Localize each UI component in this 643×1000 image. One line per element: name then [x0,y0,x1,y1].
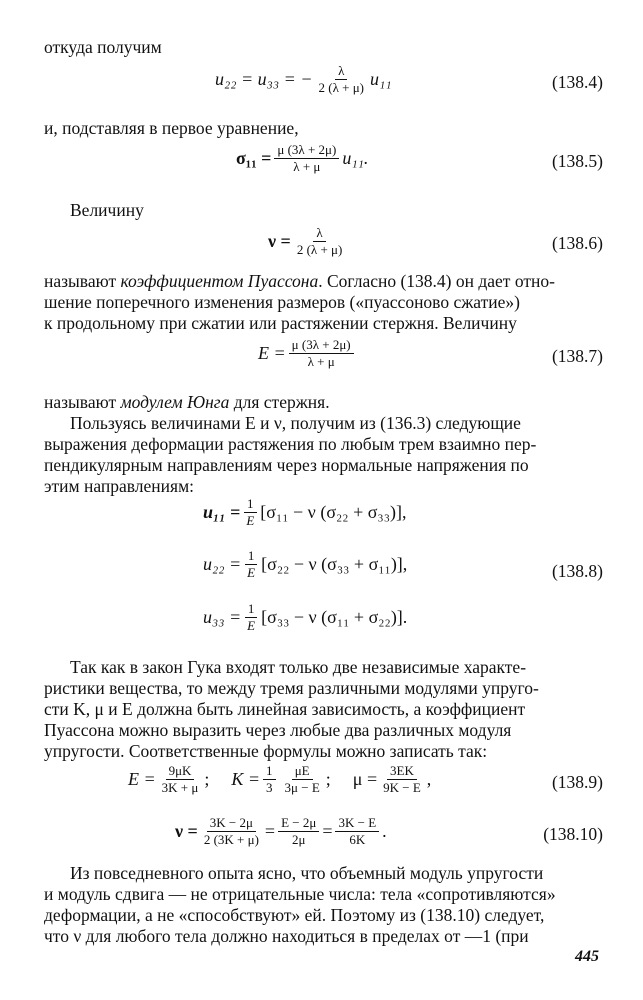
paragraph-hooke [44,657,600,762]
text-line: пендикулярным направлениям через нормальные напряжения по [44,455,529,475]
fraction [315,64,367,95]
eq-lhs: E = [258,343,286,363]
fraction-denominator: 9K − E [383,780,421,795]
text-line: деформации, а не «способствуют» ей. Поэтому из (138.10) следует, [44,905,545,925]
eq-lhs: u₂₂ = [203,554,242,574]
fraction [263,764,276,795]
equation-138-9 [128,764,431,795]
text-line: Из повседневного опыта ясно, что объемный модуль упругости [70,863,544,883]
fraction-numerator: 1 [244,497,257,513]
fraction-numerator: 1 [245,602,258,618]
equals-sign: = [322,821,333,841]
text-line: Величину [70,200,144,220]
text-line: что ν для любого тела должно находиться в пределах от —1 (при [44,926,529,946]
equation-number: (138.10) [543,824,603,844]
fraction [380,764,424,795]
fraction-numerator: μ (3λ + 2μ) [274,143,339,159]
paragraph-intro [44,37,600,58]
fraction [244,602,258,633]
separator: ; [204,769,210,789]
paragraph-substitution [44,118,600,139]
equation-138-8-row2 [203,549,407,580]
text-run: называют [44,392,121,412]
term-poisson-ratio: коэффициентом Пуассона [120,271,319,291]
equation-number: (138.8) [551,561,603,581]
period: . [382,821,387,841]
text-line: этим направлениям: [44,476,195,496]
eq-lhs: ν = [268,231,291,251]
text-line [44,392,600,413]
text-line: Пуассона можно выразить через любые два различных модуля [44,720,512,740]
eq-rhs: u₁₁. [342,148,369,168]
text-line: откуда получим [44,37,162,57]
fraction-denominator: 3K + μ [161,780,199,795]
eq-lhs: u₁₁ = [203,502,241,522]
fraction-numerator: μE [292,764,313,780]
text-line [44,271,600,292]
fraction [274,143,339,174]
fraction-denominator: E [246,513,255,528]
text-run: называют [44,271,121,291]
eq-rhs: [σ₃₃ − ν (σ₁₁ + σ₂₂)]. [261,607,408,627]
equation-138-8-row1 [203,497,406,528]
equation-138-8-row3 [203,602,407,633]
eq-rhs: [σ₂₂ − ν (σ₃₃ + σ₁₁)], [261,554,408,574]
text-line: выражения деформации растяжения по любым трем взаимно пер- [44,434,537,454]
fraction-numerator: 1 [263,764,276,780]
fraction [244,549,258,580]
fraction-numerator: λ [313,226,325,242]
fraction-denominator: 3μ − E [284,780,320,795]
equation-number: (138.6) [551,233,603,253]
eq-lhs: μ = [352,769,378,789]
fraction [294,226,346,257]
fraction-denominator: 3 [266,780,273,795]
eq-rhs: u₁₁ [370,69,392,89]
paragraph-poisson [44,271,600,334]
text-run: для стержня. [229,392,330,412]
equation-138-7 [258,338,357,369]
fraction-denominator: 6K [349,832,366,847]
fraction-denominator: λ + μ [293,159,321,174]
fraction-denominator: 2 (λ + μ) [296,242,343,257]
fraction [159,764,202,795]
text-line: и модуль сдвига — не отрицательные числа: тела «сопротивляются» [44,884,556,904]
equation-138-6 [268,226,348,257]
text-line: Так как в закон Гука входят только две независимые характе- [70,657,527,677]
equation-number: (138.7) [551,346,603,366]
fraction-denominator: λ + μ [307,354,335,369]
equation-138-5 [236,143,368,174]
text-run: . Согласно (138.4) он дает отно- [318,271,555,291]
separator: ; [325,769,331,789]
page-number: 445 [575,948,599,965]
equation-number: (138.4) [551,72,603,92]
fraction-numerator: μ (3λ + 2μ) [289,338,354,354]
text-line: ристики вещества, то между тремя различными модулями упруго- [44,678,539,698]
fraction [278,816,319,847]
equation-number: (138.9) [551,772,603,792]
text-line: сти K, μ и E должна быть линейная зависимость, а коэффициент [44,699,526,719]
fraction-numerator: 3EK [387,764,417,780]
fraction-denominator: 2μ [291,832,306,847]
fraction-numerator: 3K − E [335,816,379,832]
paragraph-young [44,392,600,413]
text-line: и, подставляя в первое уравнение, [44,118,299,138]
eq-lhs: u₂₂ = u₃₃ = − [215,69,313,89]
equation-138-10 [175,816,387,847]
fraction-denominator: 2 (λ + μ) [318,80,364,95]
fraction-numerator: 9μK [166,764,195,780]
text-line: шение поперечного изменения размеров («пуассоново сжатие») [44,292,520,312]
paragraph-deformation [44,413,600,497]
equation-number: (138.5) [551,151,603,171]
separator: , [426,769,432,789]
eq-lhs: E = [128,769,156,789]
fraction [243,497,257,528]
fraction-numerator: λ [335,64,347,80]
fraction-numerator: 1 [245,549,258,565]
fraction [201,816,262,847]
text-line: к продольному при сжатии или растяжении стержня. Величину [44,313,517,333]
fraction-numerator: 3K − 2μ [207,816,256,832]
eq-lhs: u₃₃ = [203,607,242,627]
fraction-denominator: E [247,618,256,633]
fraction-denominator: 2 (3K + μ) [203,832,259,847]
equals-sign: = [264,821,276,841]
fraction-numerator: E − 2μ [278,816,319,832]
paragraph-experience [44,863,600,947]
paragraph-quantity [70,200,270,221]
fraction [289,338,354,369]
eq-lhs: K = [231,769,261,789]
eq-lhs: ν = [175,821,198,841]
text-line: Пользуясь величинами E и ν, получим из (136.3) следующие [70,413,521,433]
equation-138-4 [215,64,392,95]
fraction-denominator: E [247,565,256,580]
eq-rhs: [σ₁₁ − ν (σ₂₂ + σ₃₃)], [260,502,407,522]
text-line: упругости. Соответственные формулы можно записать так: [44,741,488,761]
eq-lhs: σ₁₁ = [236,148,272,168]
fraction [335,816,379,847]
fraction [282,764,323,795]
term-young-modulus: модулем Юнга [120,392,230,412]
